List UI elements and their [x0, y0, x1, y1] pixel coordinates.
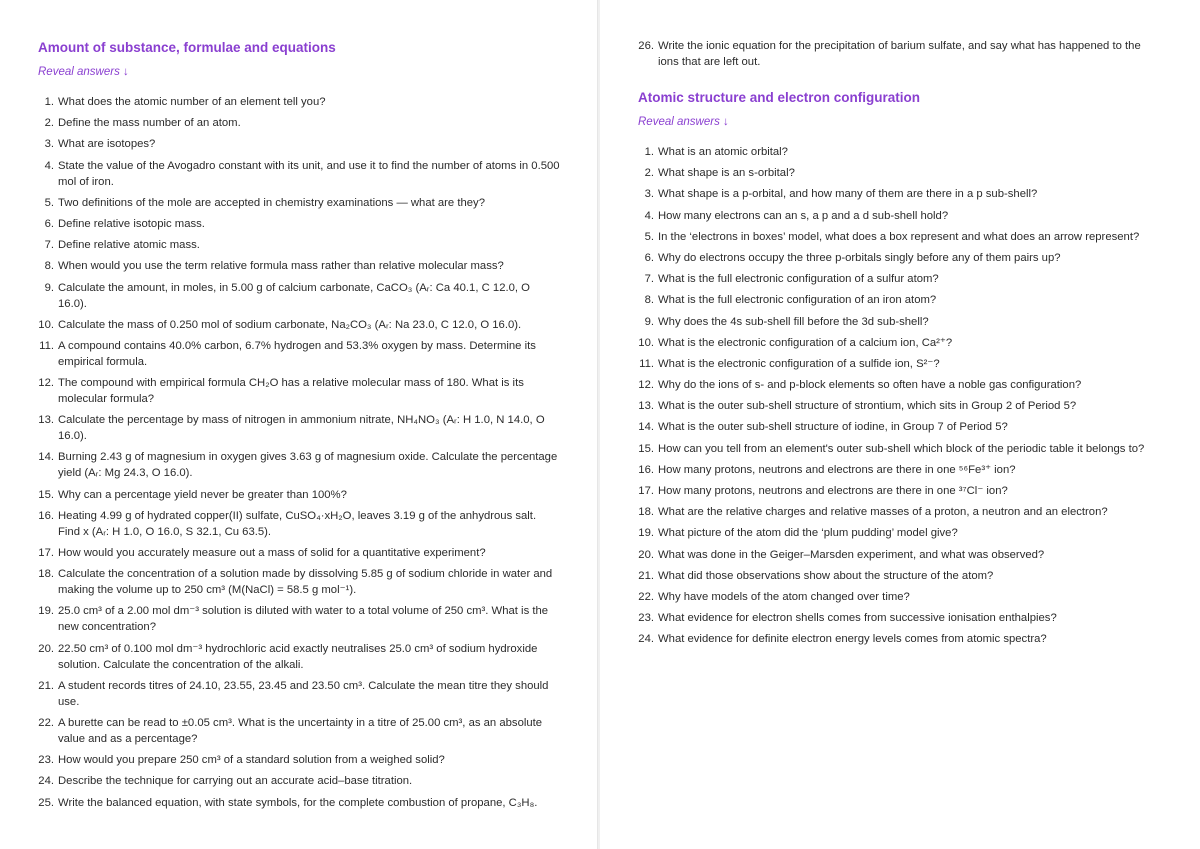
question-item: 15. How can you tell from an element's outer sub-shell which block of the periodic table it belongs to?	[638, 442, 1145, 455]
question-item: 3. What shape is a p-orbital, and how many of them are there in a p sub-shell?	[644, 188, 1038, 201]
question-item: 17. How would you accurately measure out a mass of solid for a quantitative experiment?	[38, 547, 486, 559]
reveal-answers-link[interactable]: Reveal answers ↓	[638, 116, 729, 128]
question-item: 8. What is the full electronic configuration of an iron atom?	[644, 294, 937, 307]
question-item: 5. Two definitions of the mole are accepted in chemistry examinations — what are they?	[44, 196, 485, 209]
question-item: 9. Why does the 4s sub-shell fill before the 3d sub-shell?	[644, 315, 929, 328]
question-item: 10. Calculate the mass of 0.250 mol of sodium carbonate, Na₂CO₃ (Aᵣ: Na 23.0, C 12.0, O 16.0).	[38, 318, 522, 331]
question-item: 21. What did those observations show about the structure of the atom?	[638, 569, 994, 582]
question-item: 16. Heating 4.99 g of hydrated copper(II) sulfate, CuSO₄·xH₂O, leaves 3.19 g of the anhydrous salt. Find x (Aᵣ: H 1.0, O 16.0, S 32.1, Cu 63.5).	[38, 509, 537, 538]
question-item: 9. Calculate the amount, in moles, in 5.00 g of calcium carbonate, CaCO₃ (Aᵣ: Ca 40.1, C 12.0, O 16.0).	[44, 281, 530, 310]
question-item: 23. What evidence for electron shells comes from successive ionisation enthalpies?	[638, 612, 1057, 625]
left-page	[0, 0, 598, 849]
question-item: 18. What are the relative charges and relative masses of a proton, a neutron and an electron?	[638, 506, 1108, 519]
question-item: 24. What evidence for definite electron energy levels comes from atomic spectra?	[638, 633, 1047, 646]
question-list	[38, 94, 560, 811]
question-item: 26. Write the ionic equation for the precipitation of barium sulfate, and say what has happened to the ions that are left out.	[638, 40, 1141, 68]
question-item: 22. A burette can be read to ±0.05 cm³. What is the uncertainty in a titre of 25.00 cm³, as an absolute value and as a percentage?	[38, 716, 543, 745]
question-item: 21. A student records titres of 24.10, 23.55, 23.45 and 23.50 cm³. Calculate the mean titre they should use.	[38, 679, 549, 708]
question-item: 12. Why do the ions of s- and p-block elements so often have a noble gas configuration?	[638, 379, 1082, 392]
question-list-continued	[638, 38, 1160, 70]
question-item: 1. What does the atomic number of an element tell you?	[44, 96, 326, 108]
question-item: 13. What is the outer sub-shell structure of strontium, which sits in Group 2 of Period 5?	[638, 400, 1077, 413]
question-item: 1. What is an atomic orbital?	[644, 146, 788, 158]
question-item: 4. State the value of the Avogadro constant with its unit, and use it to find the number of atoms in 0.500 mol of iron.	[44, 159, 560, 188]
question-item: 19. 25.0 cm³ of a 2.00 mol dm⁻³ solution is diluted with water to a total volume of 250 cm³. What is the new concentration?	[38, 605, 549, 634]
question-item: 14. What is the outer sub-shell structure of iodine, in Group 7 of Period 5?	[638, 421, 1008, 434]
question-item: 12. The compound with empirical formula CH₂O has a relative molecular mass of 180. What is its molecular formula?	[38, 377, 524, 406]
question-item: 2. What shape is an s-orbital?	[644, 167, 795, 180]
question-item: 11. What is the electronic configuration of a sulfide ion, S²⁻?	[639, 357, 940, 370]
question-item: 4. How many electrons can an s, a p and a d sub-shell hold?	[644, 209, 949, 222]
question-item: 17. How many protons, neutrons and electrons are there in one ³⁷Cl⁻ ion?	[638, 485, 1008, 497]
question-list	[638, 144, 1160, 647]
question-item: 6. Define relative isotopic mass.	[44, 217, 205, 230]
question-item: 7. What is the full electronic configuration of a sulfur atom?	[644, 273, 939, 286]
question-item: 19. What picture of the atom did the ‘plum pudding’ model give?	[638, 527, 958, 540]
right-page	[600, 0, 1200, 849]
question-item: 22. Why have models of the atom changed over time?	[638, 590, 910, 603]
question-item: 23. How would you prepare 250 cm³ of a standard solution from a weighed solid?	[38, 754, 445, 767]
reveal-answers-link[interactable]: Reveal answers ↓	[38, 66, 129, 78]
question-item: 6. Why do electrons occupy the three p-orbitals singly before any of them pairs up?	[644, 251, 1061, 264]
question-item: 8. When would you use the term relative formula mass rather than relative molecular mass?	[44, 260, 504, 273]
question-item: 14. Burning 2.43 g of magnesium in oxygen gives 3.63 g of magnesium oxide. Calculate the percentage yield (Aᵣ: Mg 24.3, O 16.0).	[38, 451, 558, 480]
question-item: 5. In the ‘electrons in boxes’ model, what does a box represent and what does an arrow represent?	[644, 230, 1140, 243]
question-item: 18. Calculate the concentration of a solution made by dissolving 5.85 g of sodium chloride in water and making the volume up to 250 cm³ (M(NaCl) = 58.5 g mol⁻¹).	[38, 568, 553, 597]
question-item: 13. Calculate the percentage by mass of nitrogen in ammonium nitrate, NH₄NO₃ (Aᵣ: H 1.0, N 14.0, O 16.0).	[38, 414, 545, 443]
question-item: 7. Define relative atomic mass.	[44, 239, 200, 252]
question-item: 20. What was done in the Geiger–Marsden experiment, and what was observed?	[638, 548, 1045, 561]
question-item: 16. How many protons, neutrons and electrons are there in one ⁵⁶Fe³⁺ ion?	[638, 463, 1016, 476]
section-title: Atomic structure and electron configuration	[638, 90, 921, 105]
question-item: 25. Write the balanced equation, with state symbols, for the complete combustion of propane, C₃H₈.	[38, 796, 538, 809]
question-item: 20. 22.50 cm³ of 0.100 mol dm⁻³ hydrochloric acid exactly neutralises 25.0 cm³ of sodium hydroxide solution. Calculate the concentration of the alkali.	[38, 642, 538, 671]
question-item: 3. What are isotopes?	[44, 138, 156, 151]
question-item: 2. Define the mass number of an atom.	[44, 117, 241, 130]
section-title: Amount of substance, formulae and equations	[38, 40, 336, 55]
question-item: 11. A compound contains 40.0% carbon, 6.7% hydrogen and 53.3% oxygen by mass. Determine its empirical formula.	[39, 339, 536, 368]
question-item: 15. Why can a percentage yield never be greater than 100%?	[38, 488, 347, 501]
question-item: 24. Describe the technique for carrying out an accurate acid–base titration.	[38, 775, 413, 788]
question-item: 10. What is the electronic configuration of a calcium ion, Ca²⁺?	[638, 336, 953, 349]
